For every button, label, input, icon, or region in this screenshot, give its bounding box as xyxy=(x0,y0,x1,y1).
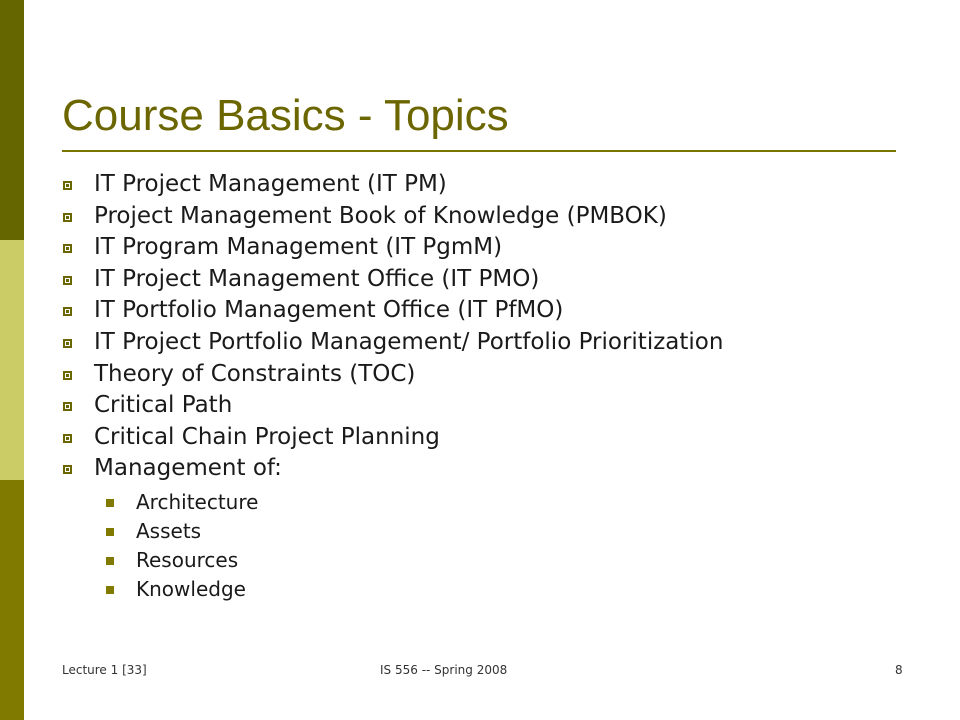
square-bullet-icon xyxy=(63,213,72,222)
side-stripe-middle xyxy=(0,240,24,480)
topic-label: Project Management Book of Knowledge (PMBOK) xyxy=(94,202,667,229)
topic-item xyxy=(62,390,723,422)
slide-title: Course Basics - Topics xyxy=(62,91,509,140)
topic-label: IT Project Management Office (IT PMO) xyxy=(94,265,540,292)
page-number: 8 xyxy=(895,663,903,677)
square-bullet-icon xyxy=(63,339,72,348)
topic-item xyxy=(62,422,723,454)
topic-label: IT Portfolio Management Office (IT PfMO) xyxy=(94,297,564,324)
square-bullet-icon xyxy=(63,371,72,380)
filled-square-bullet-icon xyxy=(106,499,114,507)
square-bullet-icon xyxy=(63,244,72,253)
topic-item xyxy=(62,264,723,296)
topic-label: IT Project Portfolio Management/ Portfolio Prioritization xyxy=(94,328,724,355)
topic-label: Critical Path xyxy=(94,392,233,419)
subtopic-label: Resources xyxy=(136,548,239,572)
topic-label: IT Project Management (IT PM) xyxy=(94,171,447,197)
square-bullet-icon xyxy=(63,402,72,411)
topic-item xyxy=(62,232,723,264)
topic-item xyxy=(62,201,723,233)
topic-label: Management of: xyxy=(94,455,282,482)
subtopic-item xyxy=(106,546,258,575)
topic-label: Critical Chain Project Planning xyxy=(94,423,440,450)
side-stripe-top xyxy=(0,0,24,240)
topic-list xyxy=(62,169,723,485)
footer-course: IS 556 -- Spring 2008 xyxy=(380,663,508,677)
topic-label: IT Program Management (IT PgmM) xyxy=(94,234,503,261)
subtopic-list xyxy=(106,488,258,604)
topic-item xyxy=(62,169,723,201)
subtopic-label: Assets xyxy=(136,519,202,543)
subtopic-label: Knowledge xyxy=(136,577,246,601)
filled-square-bullet-icon xyxy=(106,528,114,536)
subtopic-item xyxy=(106,488,258,517)
topic-item xyxy=(62,359,723,391)
subtopic-label: Architecture xyxy=(136,490,259,514)
topic-item xyxy=(62,453,723,485)
square-bullet-icon xyxy=(63,276,72,285)
side-stripe-bottom xyxy=(0,480,24,720)
subtopic-item xyxy=(106,575,258,604)
filled-square-bullet-icon xyxy=(106,586,114,594)
topic-item xyxy=(62,295,723,327)
subtopic-item xyxy=(106,517,258,546)
square-bullet-icon xyxy=(63,181,72,190)
filled-square-bullet-icon xyxy=(106,557,114,565)
topic-label: Theory of Constraints (TOC) xyxy=(94,360,416,387)
square-bullet-icon xyxy=(63,307,72,316)
footer-lecture: Lecture 1 [33] xyxy=(62,663,147,677)
square-bullet-icon xyxy=(63,434,72,443)
topic-item xyxy=(62,327,723,359)
square-bullet-icon xyxy=(63,465,72,474)
title-divider xyxy=(62,150,896,152)
